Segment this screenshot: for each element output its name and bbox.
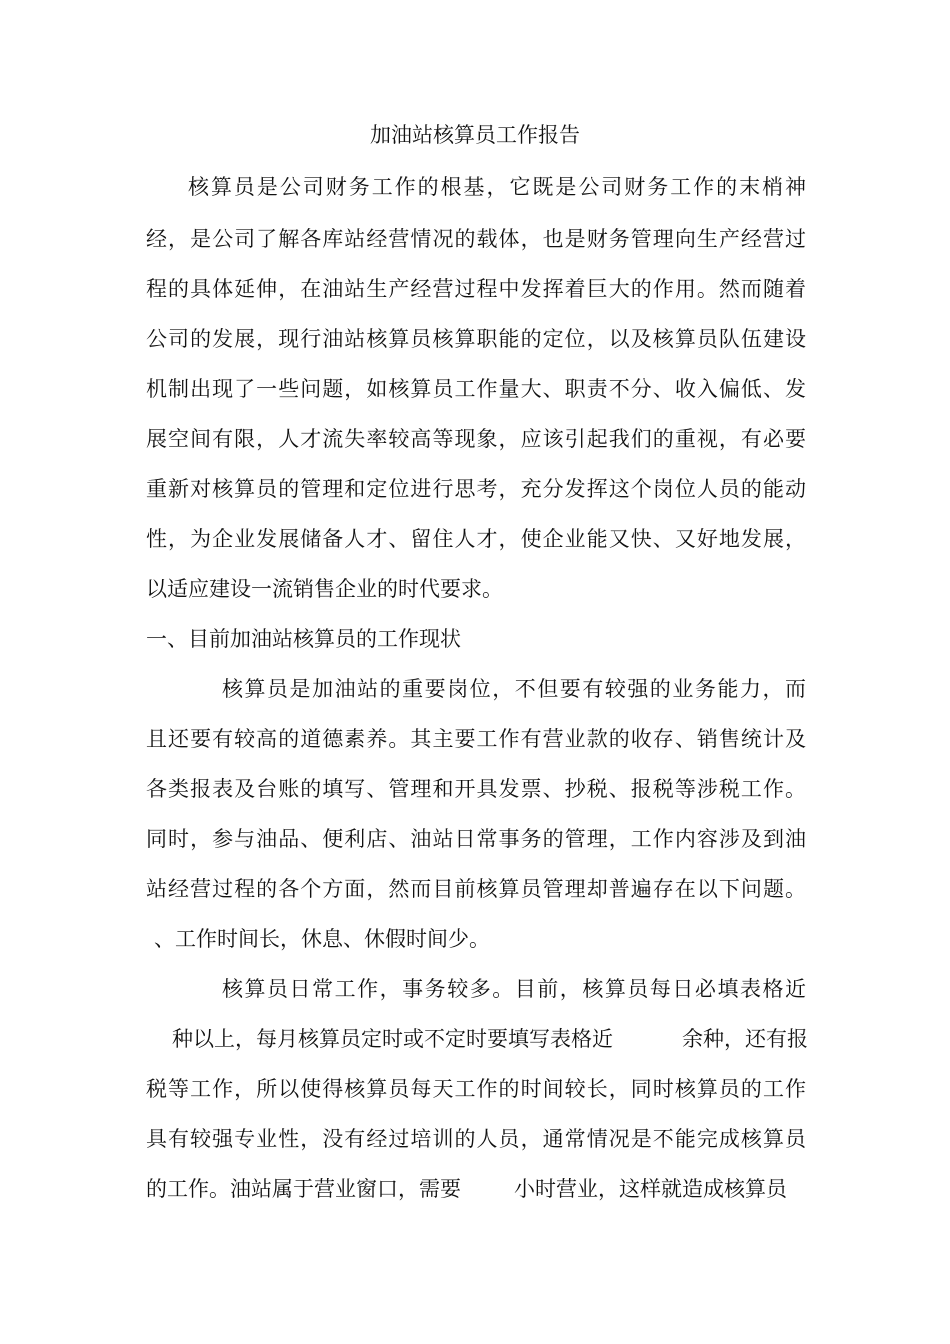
intro-line-5: 机制出现了一些问题，如核算员工作量大、职责不分、收入偏低、发 <box>146 377 806 401</box>
sub-line-2a: 种以上，每月核算员定时或不定时要填写表格近 <box>172 1027 613 1051</box>
intro-line-9: 以适应建设一流销售企业的时代要求。 <box>146 577 503 601</box>
intro-line-4: 公司的发展，现行油站核算员核算职能的定位，以及核算员队伍建设 <box>146 327 806 351</box>
intro-line-3: 程的具体延伸，在油站生产经营过程中发挥着巨大的作用。然而随着 <box>146 277 806 301</box>
section-line-1: 核算员是加油站的重要岗位，不但要有较强的业务能力，而 <box>222 677 806 701</box>
intro-line-6: 展空间有限，人才流失率较高等现象，应该引起我们的重视，有必要 <box>146 427 806 451</box>
section-heading: 一、目前加油站核算员的工作现状 <box>146 627 461 651</box>
section-line-2: 且还要有较高的道德素养。其主要工作有营业款的收存、销售统计及 <box>146 727 806 751</box>
sub-line-5b: 小时营业，这样就造成核算员 <box>514 1177 787 1201</box>
sub-line-1: 核算员日常工作，事务较多。目前，核算员每日必填表格近 <box>222 977 806 1001</box>
sub-line-4: 具有较强专业性，没有经过培训的人员，通常情况是不能完成核算员 <box>146 1127 806 1151</box>
section-line-3: 各类报表及台账的填写、管理和开具发票、抄税、报税等涉税工作。 <box>146 777 806 801</box>
sub-line-5a: 的工作。油站属于营业窗口，需要 <box>146 1177 461 1201</box>
intro-line-1: 核算员是公司财务工作的根基，它既是公司财务工作的末梢神 <box>188 175 806 199</box>
intro-line-7: 重新对核算员的管理和定位进行思考，充分发挥这个岗位人员的能动 <box>146 477 806 501</box>
intro-line-8: 性，为企业发展储备人才、留住人才，使企业能又快、又好地发展， <box>146 527 806 551</box>
document-title: 加油站核算员工作报告 <box>370 123 580 147</box>
sub-line-2b: 余种，还有报 <box>682 1027 808 1051</box>
sub-line-3: 税等工作，所以使得核算员每天工作的时间较长，同时核算员的工作 <box>146 1077 806 1101</box>
section-line-5: 站经营过程的各个方面，然而目前核算员管理却普遍存在以下问题。 <box>146 877 806 901</box>
intro-line-2: 经，是公司了解各库站经营情况的载体，也是财务管理向生产经营过 <box>146 227 806 251</box>
subheading: 、工作时间长，休息、休假时间少。 <box>154 927 490 951</box>
section-line-4: 同时，参与油品、便利店、油站日常事务的管理，工作内容涉及到油 <box>146 827 806 851</box>
